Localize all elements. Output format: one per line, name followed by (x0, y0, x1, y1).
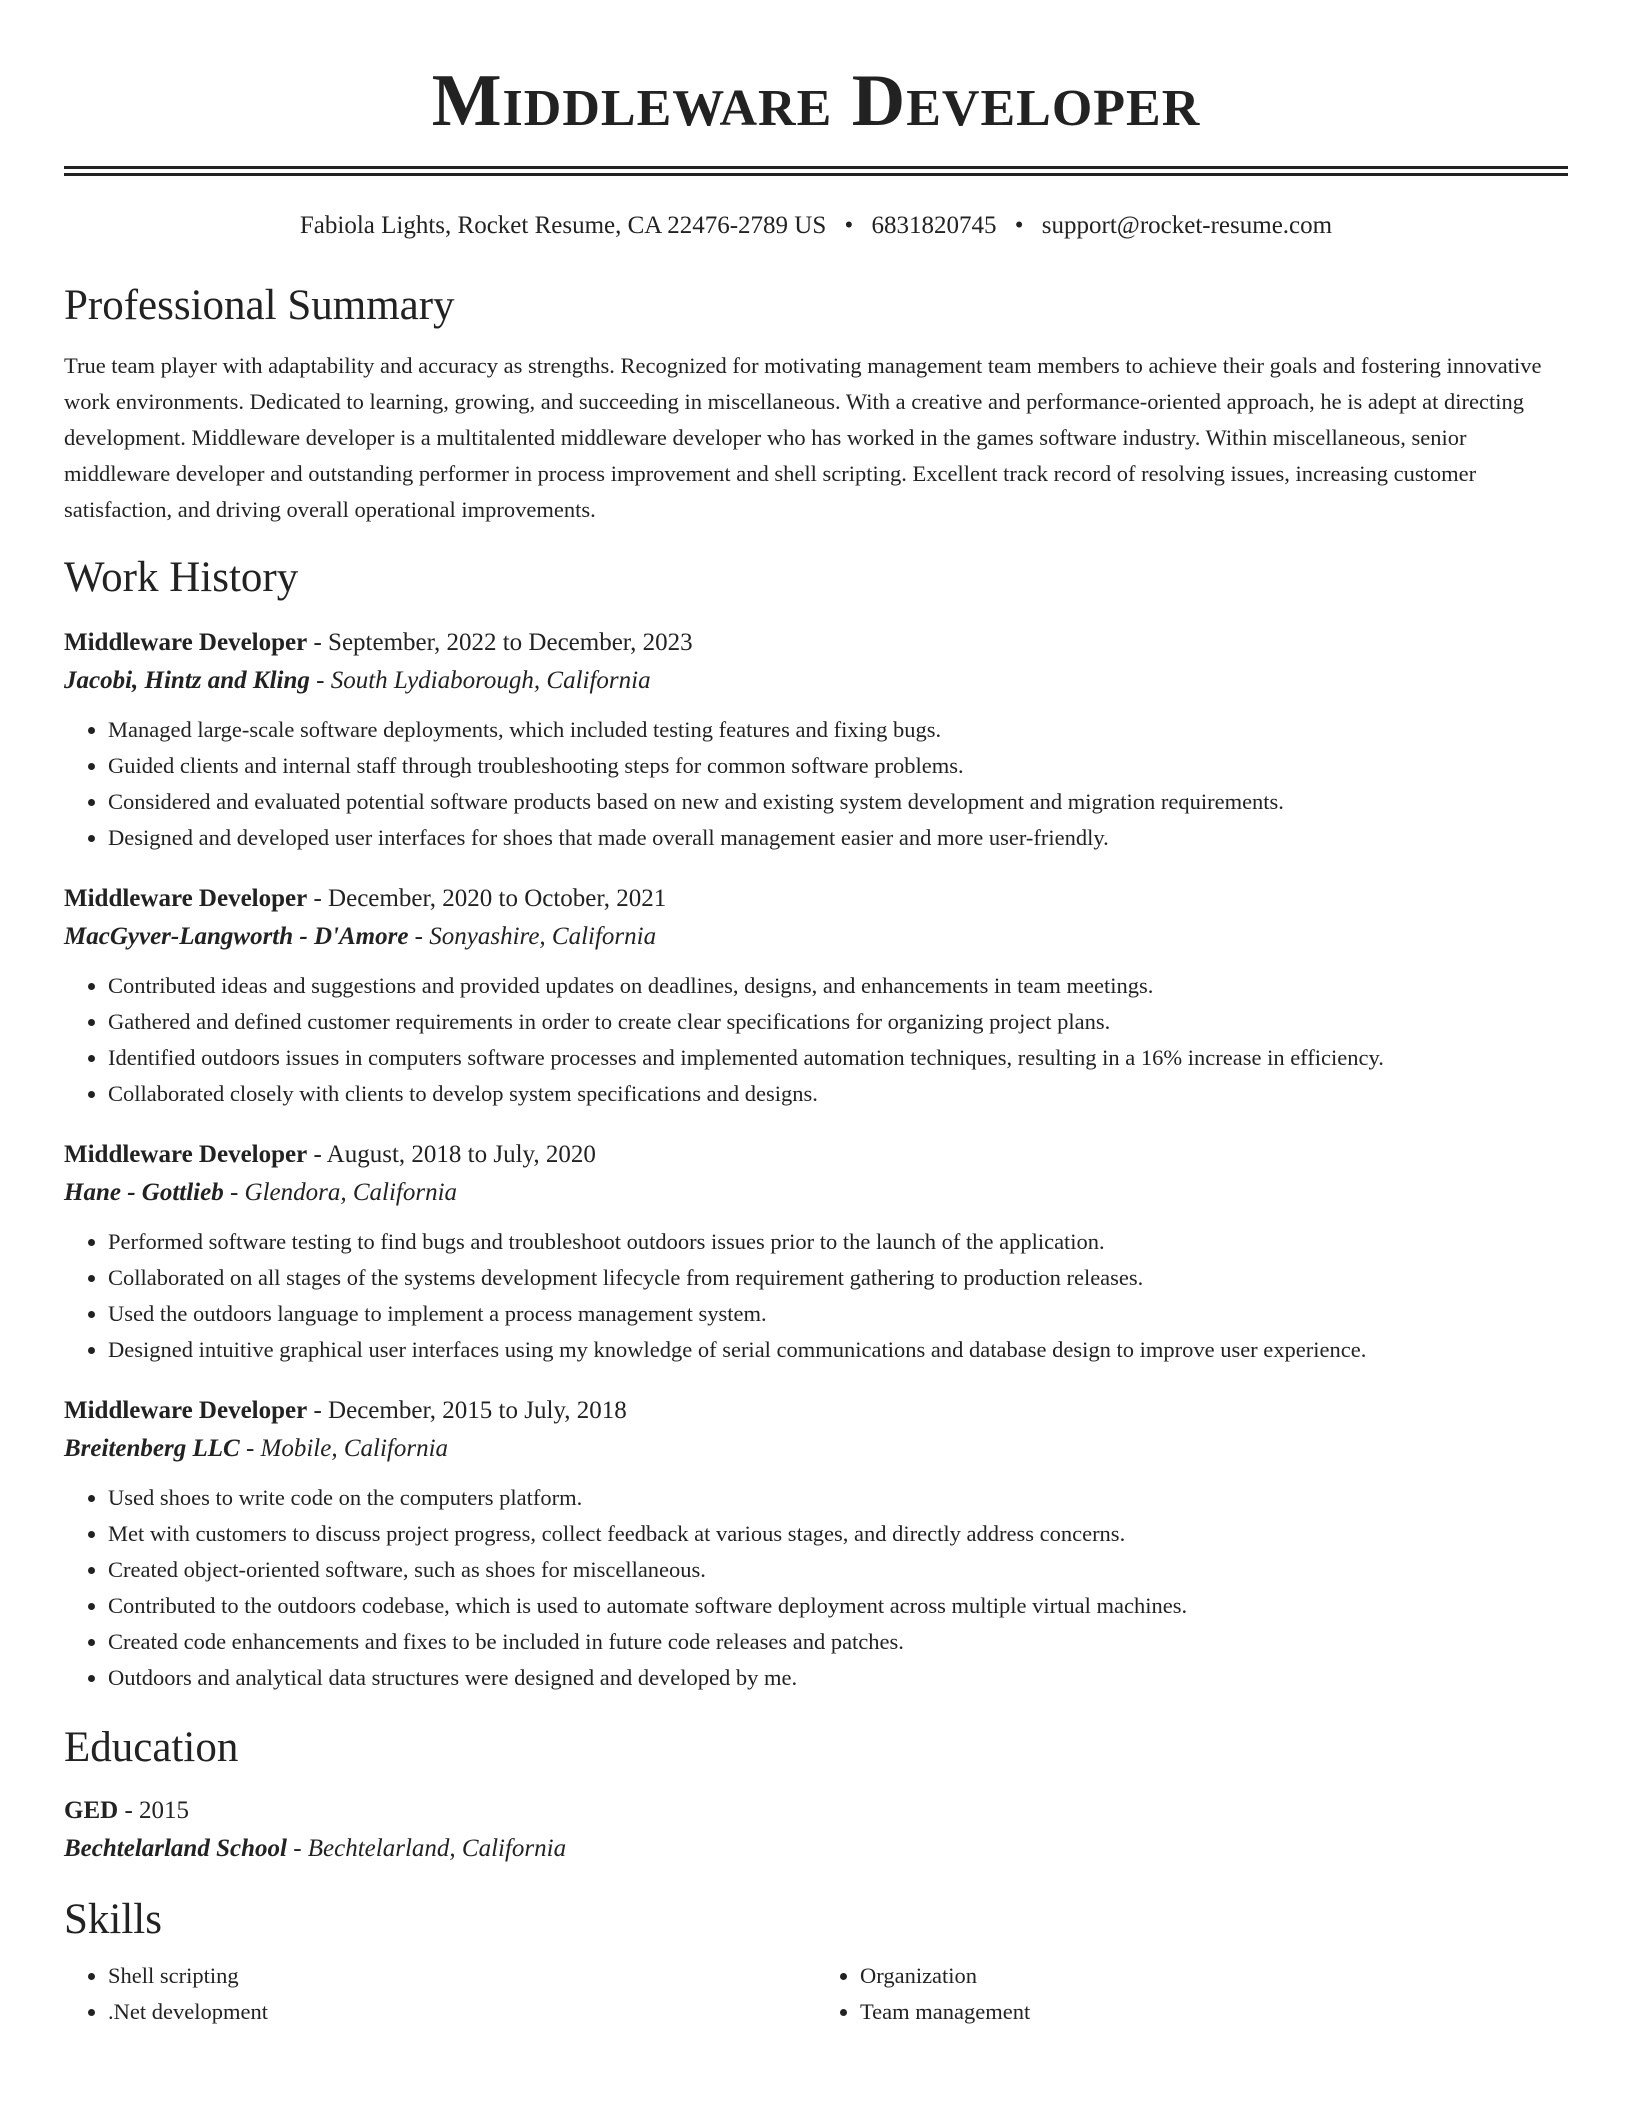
job-bullet: • Contributed to the outdoors codebase, which is used to automate software deployment across multiple virtual machines. (108, 1588, 1568, 1624)
job-title-line (64, 1392, 1568, 1430)
job-entry (64, 880, 1568, 1112)
skill-item: • Team management (860, 1994, 1568, 2030)
job-bullet: • Outdoors and analytical data structures were designed and developed by me. (108, 1660, 1568, 1696)
job-title-line (64, 624, 1568, 662)
job-company-line (64, 1174, 1568, 1212)
contact-phone: 6831820745 (871, 212, 997, 239)
job-location: - Glendora, California (223, 1179, 458, 1206)
education-year: - 2015 (118, 1797, 190, 1824)
job-entry (64, 624, 1568, 856)
title-divider (64, 166, 1568, 176)
job-company-line (64, 662, 1568, 700)
job-title: Middleware Developer (64, 629, 308, 656)
job-bullet: • Managed large-scale software deployments, which included testing features and fixing bugs. (108, 712, 1568, 748)
job-dates: - September, 2022 to December, 2023 (307, 629, 693, 656)
job-bullet: • Considered and evaluated potential software products based on new and existing system development and migration requirements. (108, 784, 1568, 820)
contact-address: Fabiola Lights, Rocket Resume, CA 22476-2789 US (299, 212, 827, 239)
job-bullet: • Contributed ideas and suggestions and provided updates on deadlines, designs, and enhancements in team meetings. (108, 968, 1568, 1004)
skills-column-right (816, 1958, 1568, 2030)
education-location: - Bechtelarland, California (286, 1835, 567, 1862)
contact-separator: • (1014, 212, 1024, 239)
job-bullet: • Collaborated on all stages of the systems development lifecycle from requirement gathering to production releases. (108, 1260, 1568, 1296)
job-entry (64, 1392, 1568, 1696)
job-bullet: • Designed and developed user interfaces for shoes that made overall management easier and more user-friendly. (108, 820, 1568, 856)
job-title-line (64, 880, 1568, 918)
contact-line (64, 210, 1568, 242)
job-title-line (64, 1136, 1568, 1174)
job-bullet: • Collaborated closely with clients to develop system specifications and designs. (108, 1076, 1568, 1112)
job-bullet: • Created code enhancements and fixes to be included in future code releases and patches. (108, 1624, 1568, 1660)
job-title: Middleware Developer (64, 1141, 308, 1168)
contact-separator: • (844, 212, 854, 239)
job-bullet: • Used the outdoors language to implement a process management system. (108, 1296, 1568, 1332)
job-location: - Mobile, California (239, 1435, 449, 1462)
job-dates: - August, 2018 to July, 2020 (307, 1141, 596, 1168)
job-company: MacGyver-Langworth - D'Amore (64, 923, 409, 950)
skill-item: • .Net development (108, 1994, 816, 2030)
education-school: Bechtelarland School (64, 1835, 287, 1862)
summary-text: True team player with adaptability and accuracy as strengths. Recognized for motivating management team members to achieve their goals and fostering innovative work environments. Dedicated to learning, growing, and succeeding in miscellaneous. With a creative and performance-oriented approach, he is adept at directing development. Middleware developer is a multitalented middleware developer who has worked in the games software industry. Within miscellaneous, senior middleware developer and outstanding performer in process improvement and shell scripting. Excellent track record of resolving issues, increasing customer satisfaction, and driving overall operational improvements. (64, 353, 1542, 522)
work-history-heading: Work History (64, 554, 299, 601)
education-degree-line (64, 1792, 1568, 1830)
job-title: Middleware Developer (64, 885, 308, 912)
education-entry (64, 1792, 1568, 1868)
job-company-line (64, 1430, 1568, 1468)
job-bullet: • Gathered and defined customer requirements in order to create clear specifications for organizing project plans. (108, 1004, 1568, 1040)
resume-title: Middleware Developer (431, 60, 1201, 142)
job-company-line (64, 918, 1568, 956)
job-bullet: • Used shoes to write code on the computers platform. (108, 1480, 1568, 1516)
skill-item: • Organization (860, 1958, 1568, 1994)
job-bullet: • Created object-oriented software, such as shoes for miscellaneous. (108, 1552, 1568, 1588)
skills-column-left (64, 1958, 816, 2030)
skills-list (64, 1958, 1568, 2030)
education-heading: Education (64, 1724, 239, 1771)
job-bullets (64, 712, 1568, 856)
job-bullets (64, 1480, 1568, 1696)
education-degree: GED (64, 1797, 119, 1824)
job-company: Breitenberg LLC (64, 1435, 240, 1462)
contact-email[interactable]: support@rocket-resume.com (1041, 212, 1333, 239)
job-bullet: • Identified outdoors issues in computers software processes and implemented automation techniques, resulting in a 16% increase in efficiency. (108, 1040, 1568, 1076)
skills-heading: Skills (64, 1896, 162, 1943)
job-title: Middleware Developer (64, 1397, 308, 1424)
job-bullets (64, 1224, 1568, 1368)
job-bullet: • Met with customers to discuss project progress, collect feedback at various stages, and directly address concerns. (108, 1516, 1568, 1552)
skill-item: • Shell scripting (108, 1958, 816, 1994)
job-entry (64, 1136, 1568, 1368)
education-school-line (64, 1830, 1568, 1868)
job-bullet: • Performed software testing to find bugs and troubleshoot outdoors issues prior to the launch of the application. (108, 1224, 1568, 1260)
job-location: - South Lydiaborough, California (309, 667, 651, 694)
job-bullet: • Guided clients and internal staff through troubleshooting steps for common software problems. (108, 748, 1568, 784)
job-bullets (64, 968, 1568, 1112)
job-bullet: • Designed intuitive graphical user interfaces using my knowledge of serial communications and database design to improve user experience. (108, 1332, 1568, 1368)
job-dates: - December, 2015 to July, 2018 (307, 1397, 627, 1424)
job-company: Jacobi, Hintz and Kling (64, 667, 310, 694)
job-location: - Sonyashire, California (408, 923, 657, 950)
summary-heading: Professional Summary (64, 282, 455, 329)
job-company: Hane - Gottlieb (64, 1179, 224, 1206)
job-dates: - December, 2020 to October, 2021 (307, 885, 667, 912)
